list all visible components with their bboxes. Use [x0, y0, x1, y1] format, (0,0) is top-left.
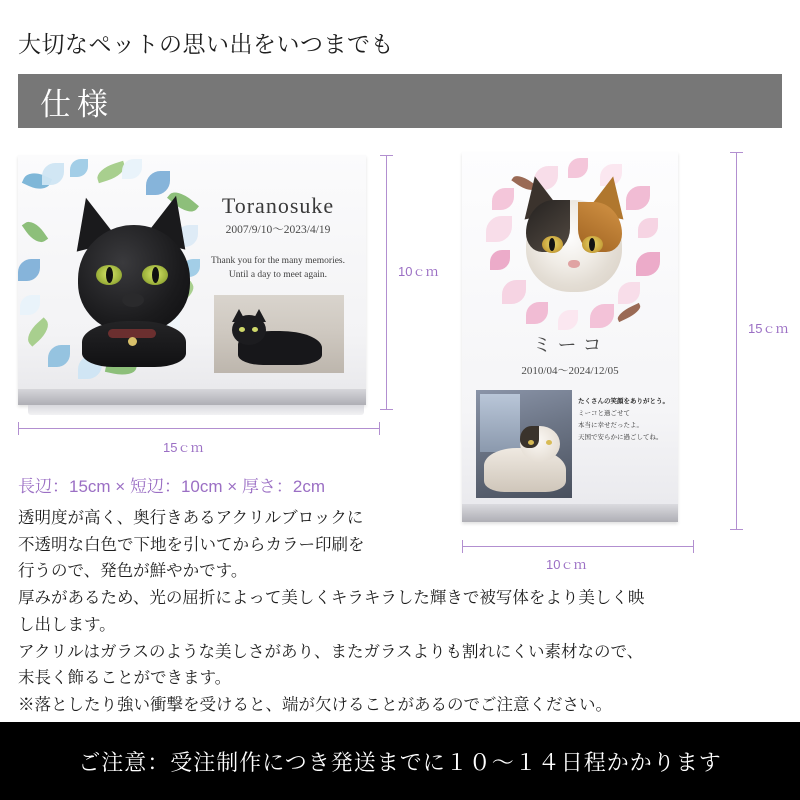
pet-message-right-line4: 天国で安らかに過ごしてね。	[578, 434, 663, 442]
pet-message-right-line1: たくさんの笑顔をありがとう。	[578, 398, 669, 405]
dim-left-height-cap-top	[380, 155, 393, 156]
dim-left-height-label: 10ｃｍ	[398, 264, 439, 279]
pet-message-right-line3: 本当に幸せだったよ。	[578, 422, 643, 430]
pet-message-right	[578, 396, 670, 444]
pet-message-left-line1: Thank you for the many memories.	[210, 256, 346, 266]
pet-message-left	[200, 255, 356, 283]
dim-left-width-label: 15ｃｍ	[163, 440, 204, 455]
pet-photo-right	[476, 390, 572, 498]
pet-portrait-left	[64, 193, 202, 361]
dim-left-width-cap-r	[379, 422, 380, 435]
pet-name-right: ミーコ	[532, 335, 608, 356]
dim-right-height-cap-top	[730, 152, 743, 153]
page-headline: 大切なペットの思い出をいつまでも	[18, 31, 394, 57]
dim-right-height-line	[736, 152, 737, 530]
acrylic-base-left	[18, 389, 366, 405]
section-header-bar	[18, 74, 782, 128]
pet-name-left: Toranosuke	[221, 193, 335, 218]
footer-notice-text: ご注意：受注制作につき発送までに１０〜１４日程かかります	[78, 749, 722, 775]
dim-left-height-cap-bottom	[380, 409, 393, 410]
desc-line-8: ※落としたり強い衝撃を受けると、端が欠けることがあるのでご注意ください。	[18, 696, 612, 715]
pet-dates-left: 2007/9/10〜2023/4/19	[225, 224, 331, 236]
product-left-landscape	[18, 155, 380, 420]
dim-right-width-label: 10ｃｍ	[546, 557, 587, 572]
pet-dates-right: 2010/04〜2024/12/05	[521, 365, 619, 377]
acrylic-stand-left	[28, 405, 364, 415]
pet-portrait-right	[518, 174, 630, 292]
desc-line-2: 不透明な白色で下地を引いてからカラー印刷を	[18, 535, 365, 554]
dim-right-height-label: 15ｃｍ	[748, 321, 789, 336]
acrylic-block-landscape	[18, 155, 366, 405]
section-title: 仕様	[40, 86, 114, 122]
desc-line-6: アクリルはガラスのような美しさがあり、またガラスよりも割れにくい素材なので、	[18, 642, 644, 661]
acrylic-block-portrait	[462, 152, 678, 522]
desc-line-7: 末長く飾ることができます。	[18, 669, 232, 688]
desc-line-5: し出します。	[18, 615, 116, 634]
pet-message-right-line2: ミーコと過ごせて	[578, 410, 630, 418]
pet-message-left-line2: Until a day to meet again.	[228, 269, 328, 280]
pet-photo-left	[214, 295, 344, 373]
spec-description	[18, 505, 758, 719]
dim-left-width-cap-l	[18, 422, 19, 435]
dim-left-height-line	[386, 155, 387, 410]
footer-notice-bar	[0, 722, 800, 800]
spec-dimensions: 長辺：15cm × 短辺：10cm × 厚さ：2cm	[18, 477, 326, 496]
dim-left-width-line	[18, 428, 380, 429]
desc-line-3: 行うので、発色が鮮やかです。	[18, 562, 248, 581]
desc-line-1: 透明度が高く、奥行きあるアクリルブロックに	[18, 509, 364, 527]
desc-line-4: 厚みがあるため、光の屈折によって美しくキラキラした輝きで被写体をより美しく映	[18, 589, 645, 608]
product-right-portrait	[462, 152, 692, 542]
